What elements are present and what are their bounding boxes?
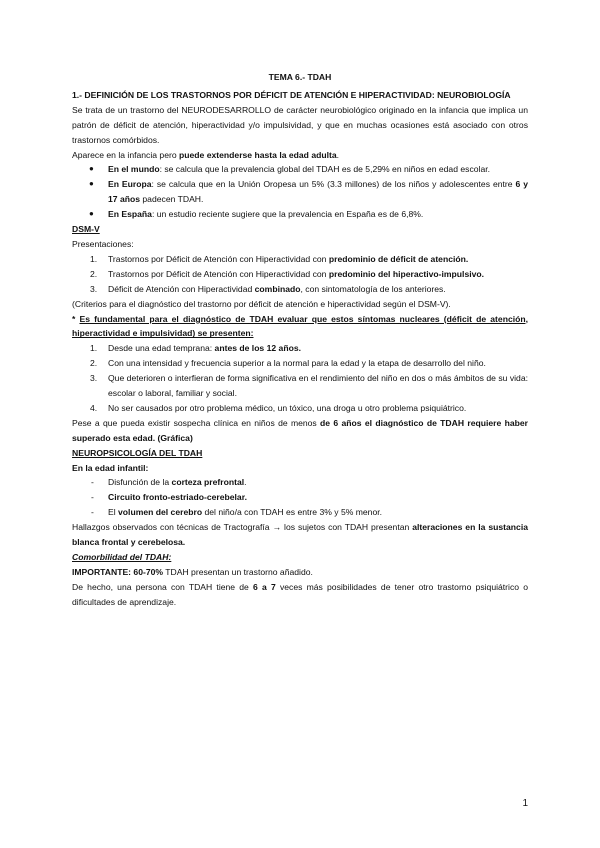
age-paragraph: Pese a que pueda existir sospecha clínica en niños de menos de 6 años el diagnóstico de TDAH requiere haber superado esta edad. (Gráfica) <box>72 417 528 443</box>
page-number: 1 <box>522 798 528 809</box>
list-item: 4. No ser causados por otro problema médico, un tóxico, una droga u otro problema psiquiátrico. <box>90 402 467 413</box>
list-item: - El volumen del cerebro del niño/a con TDAH es entre 3% y 5% menor. <box>72 505 528 520</box>
list-item: 3. Déficit de Atención con Hiperactividad combinado, con sintomatología de los anteriores. <box>90 283 446 294</box>
list-item: ● En el mundo: se calcula que la prevalencia global del TDAH es de 5,29% en niños en edad escolar. <box>72 162 528 177</box>
document-page <box>72 70 528 610</box>
comorbidity-paragraph: De hecho, una persona con TDAH tiene de 6 a 7 veces más posibilidades de tener otro trastorno psiquiátrico o dificultades de aprendizaje. <box>72 581 528 607</box>
page-title: TEMA 6.- TDAH <box>268 72 332 82</box>
neuro-list <box>72 475 528 520</box>
criteria-note: (Criterios para el diagnóstico del trastorno por déficit de atención e hiperactividad según el DSM-V). <box>72 298 451 309</box>
presentaciones-label: Presentaciones: <box>72 238 134 249</box>
definition-paragraph: Se trata de un trastorno del NEURODESARROLLO de carácter neurobiológico originado en la infancia que implica un patrón de déficit de atención, hiperactividad y/o impulsividad, y que en muchas ocasiones está asociado con otros trastornos comórbidos. <box>72 104 528 145</box>
list-item: - Disfunción de la corteza prefrontal. <box>72 475 528 490</box>
symptom-criteria-list <box>72 341 528 416</box>
tractography-paragraph: Hallazgos observados con técnicas de Tractografía → los sujetos con TDAH presentan alteraciones en la sustancia blanca frontal y cerebelosa. <box>72 522 528 548</box>
prevalence-list <box>72 162 528 222</box>
list-item: 1. Trastornos por Déficit de Atención con Hiperactividad con predominio de déficit de atención. <box>90 253 469 264</box>
list-item: 3. Que deterioren o interfieran de forma significativa en el rendimiento del niño en dos o más ámbitos de su vida: escolar o laboral, familiar y social. <box>90 373 528 399</box>
list-item: 2. Con una intensidad y frecuencia superior a la normal para la edad y la etapa de desarrollo del niño. <box>90 358 486 369</box>
dsm-heading: DSM-V <box>72 224 100 235</box>
comorbidity-heading: Comorbilidad del TDAH: <box>72 552 172 562</box>
fundamental-note: * Es fundamental para el diagnóstico de TDAH evaluar que estos síntomas nucleares (déficit de atención, hiperactividad e impulsividad) se presenten: <box>72 313 528 339</box>
list-item: - Circuito fronto-estriado-cerebelar. <box>72 490 528 505</box>
neuro-heading: NEUROPSICOLOGÍA DEL TDAH <box>72 447 203 458</box>
section-1-heading: 1.- DEFINICIÓN DE LOS TRASTORNOS POR DÉFICIT DE ATENCIÓN E HIPERACTIVIDAD: NEUROBIOLOGÍA <box>72 89 511 100</box>
neuro-subheading: En la edad infantil: <box>72 462 149 473</box>
list-item: 1. Desde una edad temprana: antes de los 12 años. <box>90 343 301 354</box>
important-note: IMPORTANTE: 60-70% TDAH presentan un trastorno añadido. <box>72 566 313 577</box>
adulthood-paragraph: Aparece en la infancia pero puede extenderse hasta la edad adulta. <box>72 149 340 160</box>
list-item: ● En Europa: se calcula que en la Unión Oropesa un 5% (3.3 millones) de los niños y adolescentes entre 6 y 17 años padecen TDAH. <box>72 177 528 207</box>
list-item: 2. Trastornos por Déficit de Atención con Hiperactividad con predominio del hiperactivo-impulsivo. <box>90 268 485 279</box>
list-item: ● En España: un estudio reciente sugiere que la prevalencia en España es de 6,8%. <box>72 207 528 222</box>
presentations-list <box>72 252 528 297</box>
